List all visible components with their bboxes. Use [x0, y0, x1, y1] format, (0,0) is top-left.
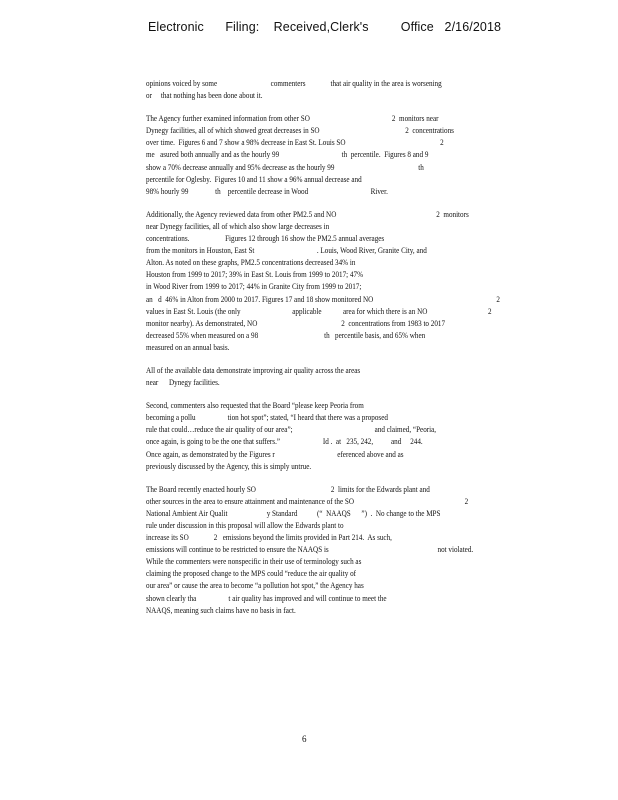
document-body — [146, 78, 516, 628]
text-line: The Agency further examined information from other SO 2 monitors near — [146, 114, 439, 124]
paragraph — [146, 400, 516, 473]
text-line: concentrations. Figures 12 through 16 show the PM2.5 annual averages — [146, 234, 385, 244]
text-line: Once again, as demonstrated by the Figures r eferenced above and as — [146, 449, 404, 459]
text-line: percentile for Oglesby. Figures 10 and 11 show a 96% annual decrease and — [146, 174, 362, 184]
text-line: rule that could…reduce the air quality of our area”; and claimed, “Peoria, — [146, 425, 437, 435]
page-number: 6 — [302, 734, 307, 744]
text-line: near Dynegy facilities, all of which also show large decreases in — [146, 221, 330, 231]
text-line: 98% hourly 99 th percentile decrease in Wood River. — [146, 186, 388, 196]
text-line: becoming a pollu tion hot spot”; stated, “I heard that there was a proposed — [146, 413, 388, 423]
paragraph — [146, 78, 516, 102]
paragraph — [146, 113, 516, 198]
text-line: measured on an annual basis. — [146, 342, 230, 352]
text-line: other sources in the area to ensure attainment and maintenance of the SO 2 — [146, 496, 469, 506]
text-line: shown clearly tha t air quality has improved and will continue to meet the — [146, 593, 387, 603]
text-line: or that nothing has been done about it. — [146, 91, 263, 101]
text-line: emissions will continue to be restricted to ensure the NAAQS is not violated. — [146, 545, 474, 555]
text-line: opinions voiced by some commenters that air quality in the area is worsening — [146, 79, 442, 88]
text-line: National Ambient Air Qualit y Standard (“ NAAQS ”) . No change to the MPS — [146, 508, 441, 518]
text-line: NAAQS, meaning such claims have no basis in fact. — [146, 605, 296, 615]
text-line: previously discussed by the Agency, this is simply untrue. — [146, 461, 312, 471]
text-line: from the monitors in Houston, East St . Louis, Wood River, Granite City, and — [146, 246, 427, 256]
filing-header: Electronic Filing: Received,Clerk's Office 2/16/2018 — [148, 20, 502, 34]
text-line: Additionally, the Agency reviewed data from other PM2.5 and NO 2 monitors — [146, 209, 469, 219]
text-line: decreased 55% when measured on a 98 th percentile basis, and 65% when — [146, 330, 426, 340]
text-line: Second, commenters also requested that the Board “please keep Peoria from — [146, 401, 364, 411]
text-line: rule under discussion in this proposal will allow the Edwards plant to — [146, 521, 344, 530]
text-line: The Board recently enacted hourly SO 2 limits for the Edwards plant and — [146, 484, 430, 494]
paragraph — [146, 365, 516, 389]
text-line: While the commenters were nonspecific in their use of terminology such as — [146, 557, 362, 567]
text-line: near Dynegy facilities. — [146, 378, 220, 388]
text-line: increase its SO 2 emissions beyond the limits provided in Part 214. As such, — [146, 533, 392, 543]
text-line: Houston from 1999 to 2017; 39% in East St. Louis from 1999 to 2017; 47% — [146, 270, 364, 280]
text-line: All of the available data demonstrate improving air quality across the areas — [146, 365, 361, 375]
text-line: an d 46% in Alton from 2000 to 2017. Figures 17 and 18 show monitored NO 2 — [146, 294, 500, 304]
paragraph — [146, 484, 516, 617]
text-line: Alton. As noted on these graphs, PM2.5 concentrations decreased 34% in — [146, 258, 356, 268]
text-line: me asured both annually and as the hourly 99 th percentile. Figures 8 and 9 — [146, 150, 429, 160]
text-line: show a 70% decrease annually and 95% decrease as the hourly 99 th — [146, 162, 424, 172]
text-line: claiming the proposed change to the MPS could “reduce the air quality of — [146, 569, 357, 579]
text-line: in Wood River from 1999 to 2017; 44% in Granite City from 1999 to 2017; — [146, 282, 362, 292]
text-line: our area” or cause the area to become “a pollution hot spot,” the Agency has — [146, 581, 364, 591]
text-line: over time. Figures 6 and 7 show a 98% decrease in East St. Louis SO 2 — [146, 138, 444, 148]
text-line: Dynegy facilities, all of which showed great decreases in SO 2 concentrations — [146, 126, 454, 136]
text-line: monitor nearby). As demonstrated, NO 2 concentrations from 1983 to 2017 — [146, 318, 446, 328]
text-line: values in East St. Louis (the only applicable area for which there is an NO 2 — [146, 306, 492, 316]
paragraph — [146, 209, 516, 354]
text-line: once again, is going to be the one that suffers.” Id . at 235, 242, and 244. — [146, 437, 423, 447]
